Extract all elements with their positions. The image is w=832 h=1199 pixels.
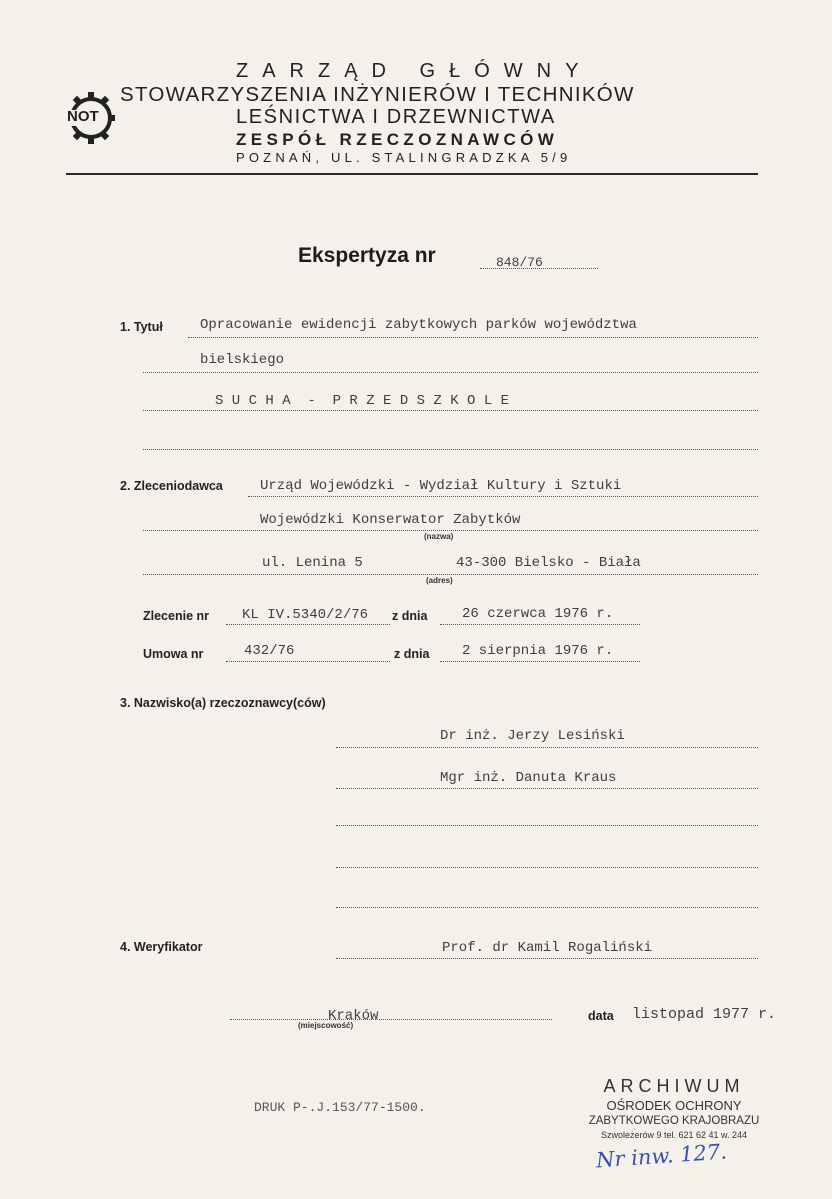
- header-rule: [66, 173, 758, 175]
- stamp-line-1: ARCHIWUM: [603, 1076, 745, 1096]
- dots-1d: [143, 449, 758, 450]
- header-line-3: LEŚNICTWA I DRZEWNICTWA: [236, 106, 556, 128]
- dots-zlecenie-date: [440, 624, 640, 625]
- dots-umowa-date: [440, 661, 640, 662]
- stamp-line-4: Szwoleżerów 9 tel. 621 62 41 w. 244: [600, 1130, 748, 1140]
- dots-2a: [248, 496, 758, 497]
- title-dots: [480, 268, 598, 269]
- stamp-line-2: OŚRODEK OCHRONY: [606, 1098, 742, 1113]
- dots-2c: [143, 574, 758, 575]
- dots-4: [336, 958, 758, 959]
- document-number: 848/76: [496, 255, 543, 270]
- dots-1b: [143, 372, 758, 373]
- dots-place: [230, 1019, 552, 1020]
- header-line-5: POZNAŃ, UL. STALINGRADZKA 5/9: [236, 150, 572, 165]
- section-1-line-3: S U C H A - P R Z E D S Z K O L E: [215, 393, 510, 409]
- print-code: DRUK P-.J.153/77-1500.: [254, 1100, 426, 1115]
- place-caption: (miejscowość): [298, 1021, 354, 1030]
- section-3-label: 3. Nazwisko(a) rzeczoznawcy(ców): [120, 696, 326, 710]
- dots-3d: [336, 867, 758, 868]
- zlecenie-label: Zlecenie nr: [143, 609, 209, 623]
- umowa-label: Umowa nr: [143, 647, 204, 661]
- expert-2: Mgr inż. Danuta Kraus: [440, 770, 617, 786]
- section-4-label: 4. Weryfikator: [120, 940, 203, 954]
- date-value: listopad 1977 r.: [632, 1006, 777, 1023]
- section-1-line-2: bielskiego: [200, 352, 285, 368]
- section-2-line-1: Urząd Wojewódzki - Wydział Kultury i Sztuki: [260, 478, 622, 494]
- zlecenie-value: KL IV.5340/2/76: [242, 607, 369, 623]
- section-1-line-1: Opracowanie ewidencji zabytkowych parków województwa: [200, 317, 637, 333]
- umowa-date: 2 sierpnia 1976 r.: [462, 643, 614, 659]
- dots-3c: [336, 825, 758, 826]
- archive-stamp: [566, 1076, 782, 1140]
- zlecenie-z-dnia: z dnia: [392, 609, 428, 623]
- dots-3b: [336, 788, 758, 789]
- umowa-value: 432/76: [244, 643, 295, 659]
- zlecenie-date: 26 czerwca 1976 r.: [462, 606, 614, 622]
- dots-zlecenie: [226, 624, 390, 625]
- dots-3e: [336, 907, 758, 908]
- header-line-2: STOWARZYSZENIA INŻYNIERÓW I TECHNIKÓW: [120, 83, 635, 106]
- handwritten-inventory-note: Nr inw. 127.: [595, 1139, 728, 1173]
- nazwa-caption: (nazwa): [424, 532, 454, 541]
- header-line-1: ZARZĄD GŁÓWNY: [236, 60, 593, 82]
- section-2-label: 2. Zleceniodawca: [120, 479, 223, 493]
- section-2-line-2: Wojewódzki Konserwator Zabytków: [260, 512, 521, 528]
- not-logo: [64, 88, 118, 148]
- header-line-4: ZESPÓŁ RZECZOZNAWCÓW: [236, 130, 559, 149]
- verifier-name: Prof. dr Kamil Rogaliński: [442, 940, 653, 956]
- address-street: ul. Lenina 5: [262, 555, 363, 571]
- adres-caption: (adres): [426, 576, 453, 585]
- date-label: data: [588, 1009, 614, 1023]
- dots-1c: [143, 410, 758, 411]
- dots-3a: [336, 747, 758, 748]
- umowa-z-dnia: z dnia: [394, 647, 430, 661]
- stamp-line-3: ZABYTKOWEGO KRAJOBRAZU: [588, 1115, 760, 1127]
- logo-text: NOT: [67, 108, 99, 125]
- dots-1a: [188, 337, 758, 338]
- address-city: 43-300 Bielsko - Biała: [456, 555, 641, 571]
- dots-2b: [143, 530, 758, 531]
- document-title: Ekspertyza nr: [298, 244, 436, 267]
- expert-1: Dr inż. Jerzy Lesiński: [440, 728, 625, 744]
- dots-umowa: [226, 661, 390, 662]
- place-value: Kraków: [328, 1008, 379, 1024]
- section-1-label: 1. Tytuł: [120, 320, 163, 334]
